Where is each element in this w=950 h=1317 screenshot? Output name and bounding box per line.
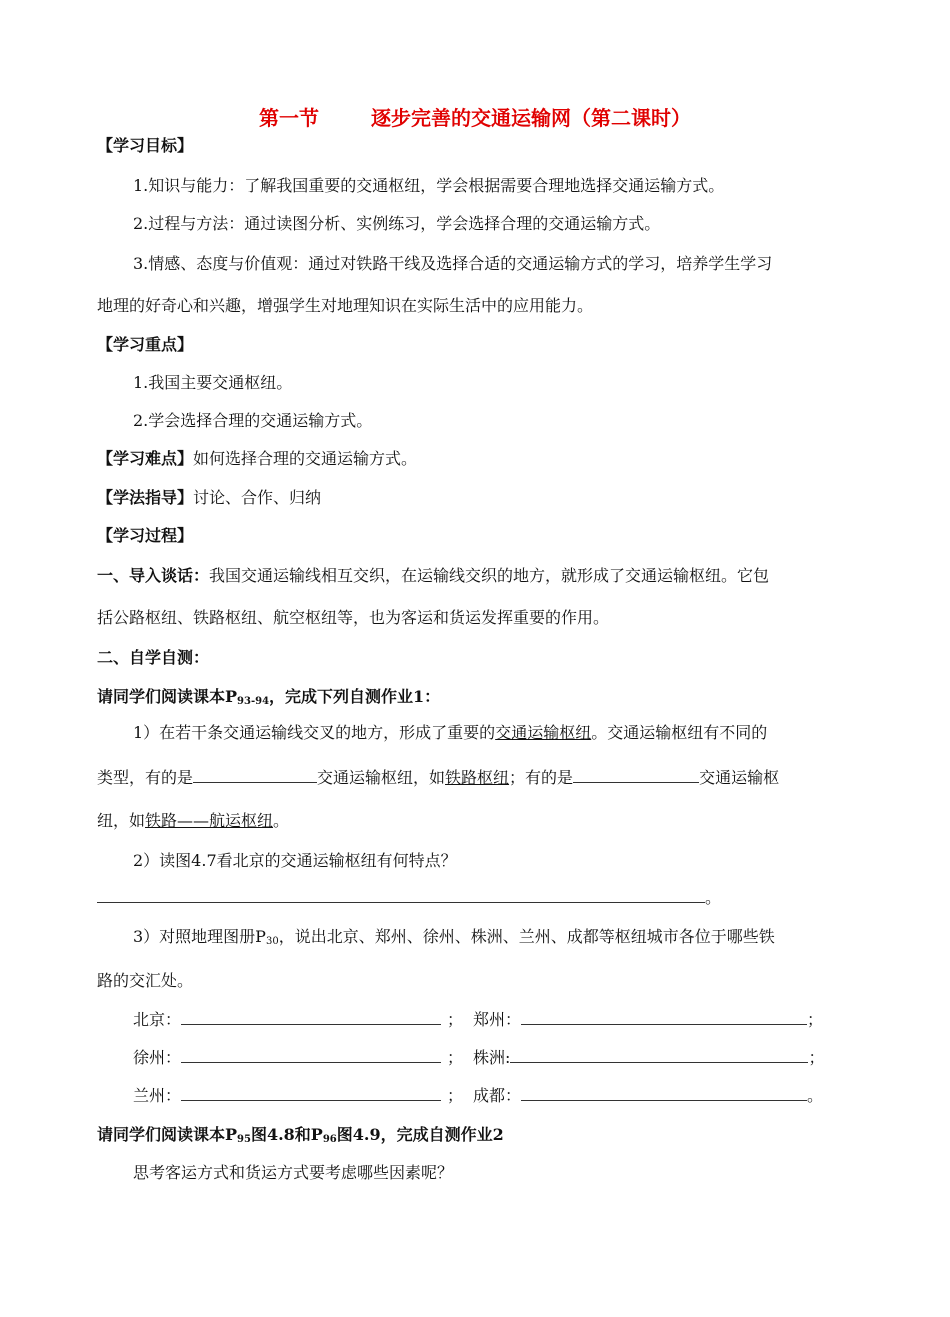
- question-3-line2: 路的交汇处。: [97, 971, 194, 990]
- answer-rail-water-hub: 铁路——航运枢纽: [145, 811, 274, 830]
- difficulty-text: 如何选择合理的交通运输方式。: [193, 449, 418, 468]
- blank-hub-type-1[interactable]: [193, 766, 317, 783]
- blank-chengdu[interactable]: [521, 1084, 807, 1101]
- difficulty-heading: 【学习难点】: [97, 449, 194, 468]
- title-section: 第一节: [259, 106, 319, 130]
- blank-zhuzhou[interactable]: [510, 1046, 808, 1063]
- blank-xuzhou[interactable]: [181, 1046, 441, 1063]
- process-heading: 【学习过程】: [97, 526, 194, 545]
- intro-line1: [97, 565, 769, 587]
- row-beijing-zhengzhou: 北京： ； 郑州： ；: [133, 1010, 824, 1029]
- objective-2: 2.过程与方法：通过读图分析、实例练习，学会选择合理的交通运输方式。: [133, 214, 661, 233]
- intro-text1: 我国交通运输线相互交织，在运输线交织的地方，就形成了交通运输枢纽。它包: [209, 566, 770, 585]
- blank-lanzhou[interactable]: [181, 1084, 441, 1101]
- difficulty-line: [97, 448, 417, 470]
- blank-beijing[interactable]: [181, 1008, 441, 1025]
- intro-line2: 括公路枢纽、铁路枢纽、航空枢纽等，也为客运和货运发挥重要的作用。: [97, 608, 610, 627]
- objective-1: 1.知识与能力：了解我国重要的交通枢纽，学会根据需要合理地选择交通运输方式。: [133, 176, 725, 195]
- question-2: 2）读图4.7看北京的交通运输枢纽有何特点？: [133, 851, 457, 870]
- method-text: 讨论、合作、归纳: [193, 488, 322, 507]
- method-heading: 【学法指导】: [97, 488, 194, 507]
- page-title: [0, 102, 950, 131]
- key-point-1: 1.我国主要交通枢纽。: [133, 373, 293, 392]
- answer-transport-hub: 交通运输枢纽: [495, 723, 592, 742]
- objective-3-line2: 地理的好奇心和兴趣，增强学生对地理知识在实际生活中的应用能力。: [97, 296, 594, 315]
- row-xuzhou-zhuzhou: 徐州： ； 株洲: ；: [133, 1048, 825, 1067]
- title-topic: 逐步完善的交通运输网（第二课时）: [371, 106, 691, 130]
- answer-railway-hub: 铁路枢纽: [445, 768, 510, 787]
- question-1-line1: 1）在若干条交通运输线交叉的地方，形成了重要的交通运输枢纽。交通运输枢纽有不同的: [133, 723, 768, 742]
- blank-beijing-features[interactable]: [97, 886, 705, 903]
- objectives-heading: 【学习目标】: [97, 136, 194, 155]
- self-test-instruction-2: 请同学们阅读课本$P_{95}$图4.8和$P_{96}$图4.9，完成自测作业2: [97, 1125, 504, 1145]
- question-3-line1: 3）对照地理图册$P_{30}$，说出北京、郑州、徐州、株洲、兰州、成都等枢纽城市各位于哪些铁: [133, 927, 775, 947]
- key-points-heading: 【学习重点】: [97, 335, 194, 354]
- blank-hub-type-2[interactable]: [573, 766, 699, 783]
- question-1-line2: 类型，有的是 交通运输枢纽，如铁路枢纽；有的是 交通运输枢: [97, 768, 780, 787]
- objective-3-line1: 3.情感、态度与价值观：通过对铁路干线及选择合适的交通运输方式的学习，培养学生学习: [133, 254, 773, 273]
- question-1-line3: 纽，如铁路——航运枢纽。: [97, 811, 290, 830]
- row-lanzhou-chengdu: 兰州： ； 成都： 。: [133, 1086, 824, 1105]
- self-test-instruction-1: 请同学们阅读课本$P_{93-94}$，完成下列自测作业1：: [97, 687, 441, 707]
- method-line: [97, 487, 321, 509]
- key-point-2: 2.学会选择合理的交通运输方式。: [133, 411, 373, 430]
- question-2-answer-line: 。: [97, 886, 721, 909]
- self-test-heading: 二、自学自测：: [97, 648, 210, 667]
- intro-label: 一、导入谈话：: [97, 566, 210, 585]
- think-question: 思考客运方式和货运方式要考虑哪些因素呢？: [133, 1163, 454, 1182]
- blank-zhengzhou[interactable]: [521, 1008, 807, 1025]
